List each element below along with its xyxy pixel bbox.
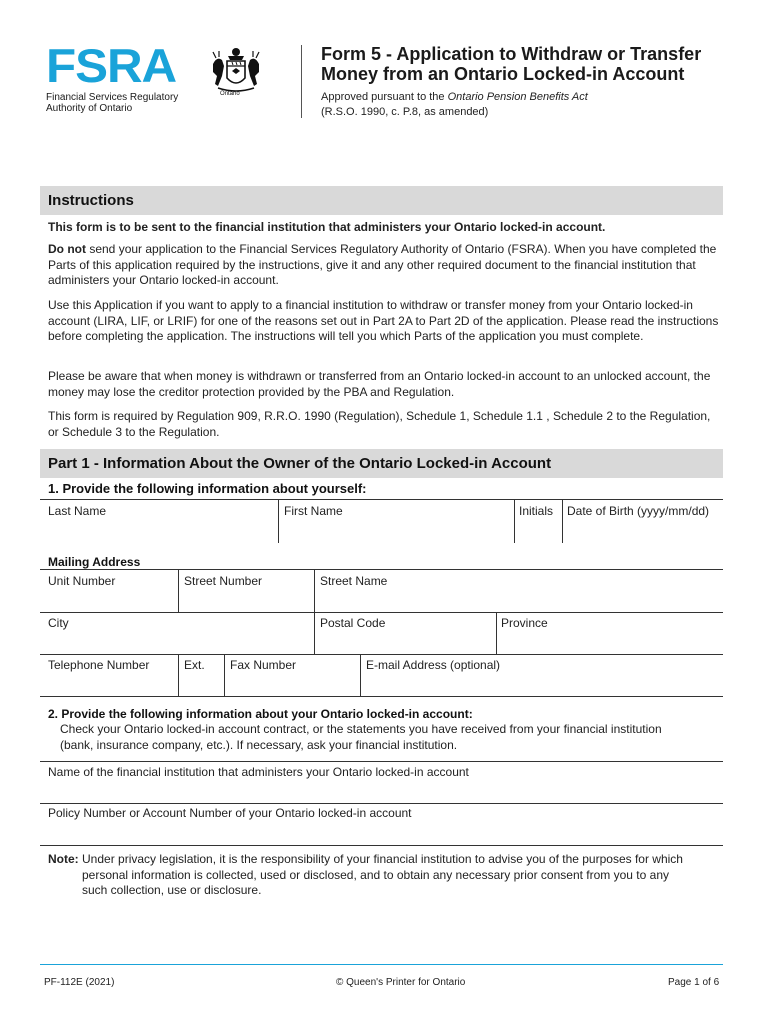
fax-field[interactable] [225, 673, 359, 695]
page-number: Page 1 of 6 [668, 977, 720, 988]
copyright: © Queen's Printer for Ontario [336, 977, 466, 988]
do-not-emphasis: Do not [48, 242, 86, 256]
street-name-field[interactable] [315, 589, 723, 611]
postal-code-label: Postal Code [320, 616, 386, 630]
postal-code-field[interactable] [315, 631, 495, 653]
part1-heading: Part 1 - Information About the Owner of the Ontario Locked-in Account [48, 455, 552, 472]
initials-field[interactable] [515, 519, 561, 542]
form-title-line-2: Money from an Ontario Locked-in Account [321, 64, 685, 84]
street-number-label: Street Number [184, 574, 263, 588]
instructions-paragraph-3: Please be aware that when money is withdrawn or transferred from an Ontario locked-in account to an unlocked account, the money may lose the creditor protection provided by the PBA and Regulation. [48, 369, 711, 399]
province-field[interactable] [497, 631, 723, 653]
city-field[interactable] [41, 631, 313, 653]
instructions-lead: This form is to be sent to the financial institution that administers your Ontario locked-in account. [48, 220, 606, 234]
form-title [321, 44, 751, 84]
institution-name-label: Name of the financial institution that administers your Ontario locked-in account [48, 765, 469, 779]
instructions-heading: Instructions [48, 192, 134, 209]
part1-question-2: 2. Provide the following information about your Ontario locked-in account: [48, 707, 473, 721]
first-name-label: First Name [284, 504, 343, 518]
question-2-description-line-2: (bank, insurance company, etc.). If necessary, ask your financial institution. [60, 738, 458, 752]
row-divider [40, 569, 723, 570]
crest-label: Ontario [220, 91, 240, 97]
note-label: Note: [48, 852, 79, 866]
question-2-description-line-1: Check your Ontario locked-in account contract, or the statements you have received from your financial institution [60, 722, 662, 736]
footer-rule [40, 964, 723, 965]
fsra-logo [46, 39, 191, 114]
row-divider [40, 499, 723, 500]
first-name-field[interactable] [279, 519, 513, 542]
approval-prefix: Approved pursuant to the [321, 91, 448, 103]
fsra-logo-subtitle [46, 92, 191, 114]
page-header [0, 0, 770, 130]
email-field[interactable] [361, 673, 723, 695]
instructions-paragraph-1 [48, 242, 720, 289]
unit-number-label: Unit Number [48, 574, 116, 588]
note-line-3: such collection, use or disclosure. [82, 883, 262, 897]
initials-label: Initials [519, 504, 554, 518]
ext-field[interactable] [179, 673, 223, 695]
approval-act: Ontario Pension Benefits Act [447, 91, 588, 103]
row-divider [40, 612, 723, 613]
telephone-label: Telephone Number [48, 658, 150, 672]
approval-line-2: (R.S.O. 1990, c. P.8, as amended) [321, 106, 489, 118]
row-divider [40, 845, 723, 846]
policy-number-label: Policy Number or Account Number of your Ontario locked-in account [48, 806, 412, 820]
privacy-note [48, 852, 720, 899]
form-title-line-1: Form 5 - Application to Withdraw or Transfer [321, 44, 702, 64]
policy-number-field[interactable] [41, 821, 723, 844]
institution-name-field[interactable] [41, 780, 723, 802]
mailing-address-heading: Mailing Address [48, 555, 141, 569]
telephone-field[interactable] [41, 673, 177, 695]
note-line-2: personal information is collected, used or disclosed, and to obtain any necessary prior consent from you to any [82, 867, 669, 882]
street-number-field[interactable] [179, 589, 313, 611]
fsra-subtitle-line-2: Authority of Ontario [46, 103, 133, 114]
date-of-birth-field[interactable] [563, 519, 723, 542]
last-name-field[interactable] [41, 519, 277, 542]
part1-section-bar [40, 449, 723, 478]
fsra-subtitle-line-1: Financial Services Regulatory [46, 92, 179, 103]
unit-number-field[interactable] [41, 589, 177, 611]
instructions-paragraph-2: Use this Application if you want to apply to a financial institution to withdraw or transfer money from your Ontario locked-in account (LIRA, LIF, or LRIF) for one of the reasons set out in Part 2A to Part 2D of the application. Please read the instructions before completing the application. The instructions will tell you which Parts of the application you must complete. [48, 298, 719, 343]
row-divider [40, 696, 723, 697]
province-label: Province [501, 616, 548, 630]
fsra-logo-text: FSRA [46, 39, 177, 92]
fax-label: Fax Number [230, 658, 297, 672]
row-divider [40, 761, 723, 762]
last-name-label: Last Name [48, 504, 107, 518]
instructions-paragraph-1-text: send your application to the Financial Services Regulatory Authority of Ontario (FSRA). When you have completed the Parts of this application required by the instructions, give it and any other required document to the financial institution that administers your Ontario locked-in account. [48, 242, 717, 287]
note-line-1: Under privacy legislation, it is the responsibility of your financial institution to advise you of the purposes for which [78, 852, 683, 866]
form-approval-note [321, 90, 588, 120]
instructions-paragraph-4: This form is required by Regulation 909, R.R.O. 1990 (Regulation), Schedule 1, Schedule 1.1 , Schedule 2 to the Regulation, or Schedule 3 to the Regulation. [48, 409, 711, 439]
street-name-label: Street Name [320, 574, 388, 588]
row-divider [40, 654, 723, 655]
instructions-section-bar [40, 186, 723, 215]
part1-question-1: 1. Provide the following information about yourself: [48, 481, 367, 496]
ext-label: Ext. [184, 658, 205, 672]
email-label: E-mail Address (optional) [366, 658, 501, 672]
header-divider [301, 45, 302, 118]
date-of-birth-label: Date of Birth (yyyy/mm/dd) [567, 504, 710, 518]
form-code: PF-112E (2021) [44, 977, 115, 988]
city-label: City [48, 616, 69, 630]
row-divider [40, 803, 723, 804]
